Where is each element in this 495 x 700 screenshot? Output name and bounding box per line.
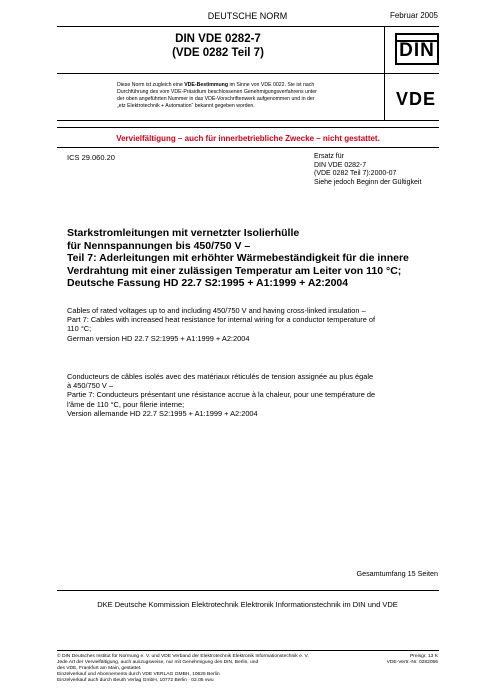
document-id-line2: (VDE 0282 Teil 7) [172, 47, 264, 59]
title-en-line4: German version HD 22.7 S2:1995 + A1:1999 + A2:2004 [67, 333, 250, 343]
title-fr-line4: l'âme de 110 °C, pour filerie interne; [67, 399, 185, 409]
title-de-line3: Teil 7: Aderleitungen mit erhöhter Wärmebeständigkeit für die innere [67, 252, 409, 265]
title-de-line4: Verdrahtung mit einer zulässigen Temperatur am Leiter von 110 °C; [67, 264, 402, 277]
title-fr-line1: Conducteurs de câbles isolés avec des matériaux réticulés de tension assignée au plus égale [67, 372, 374, 381]
vde-note-line4: „etz Elektrotechnik + Automation“ bekannt gegeben worden. [117, 103, 255, 109]
vde-note-line3: der oben angeführten Nummer in das VDE-Vorschriftenwerk aufgenommen und in der [117, 96, 315, 102]
vde-note-line1-post: im Sinne von VDE 0022. Sie ist nach [228, 82, 315, 88]
din-logo-text: DIN [399, 40, 435, 61]
footer-line5: Einzelverkauf auch durch Beuth Verlag GmbH, 10772 Berlin · 02.05 vwu [57, 678, 214, 683]
norm-label: DEUTSCHE NORM [207, 11, 288, 21]
ersatz-line3: (VDE 0282 Teil 7):2000-07 [314, 170, 397, 178]
title-en-line3: 110 °C; [67, 324, 92, 334]
footer-line4: Einzelverkauf und Abonnements durch VDE VERLAG GMBH, 10625 Berlin [57, 672, 220, 677]
title-en-line1: Cables of rated voltages up to and including 450/750 V and having cross-linked insulation – [67, 306, 366, 315]
copy-warning: Vervielfältigung – auch für innerbetriebliche Zwecke – nicht gestattet. [116, 134, 380, 143]
header-divider-3 [57, 127, 439, 128]
bottom-divider [57, 590, 439, 591]
dke-line: DKE Deutsche Kommission Elektrotechnik Elektronik Informationstechnik im DIN und VDE [97, 600, 398, 609]
footer-line1: © DIN Deutsches Institut für Normung e. V. und VDE Verband der Elektrotechnik Elektronik Informationstechnik e. V. [57, 654, 309, 659]
vde-logo: VDE [396, 89, 437, 109]
total-pages: Gesamtumfang 15 Seiten [356, 569, 438, 578]
ersatz-line2: DIN VDE 0282-7 [314, 161, 367, 169]
top-divider [57, 26, 439, 27]
header-divider-1 [57, 73, 439, 74]
price-group: Preisgr. 13 K [410, 654, 438, 659]
body-divider [57, 147, 439, 148]
vde-note-bold: VDE-Bestimmung [184, 82, 228, 88]
title-fr-line5: Version allemande HD 22.7 S2:1995 + A1:1999 + A2:2004 [67, 408, 258, 418]
title-de-line5: Deutsche Fassung HD 22.7 S2:1995 + A1:1999 + A2:2004 [67, 277, 349, 290]
header-divider-2 [57, 120, 439, 121]
ics-code: ICS 29.060.20 [67, 153, 115, 162]
title-de-line1: Starkstromleitungen mit vernetzter Isolierhülle [67, 227, 300, 239]
vde-note-line2: Durchführung des vom VDE-Präsidium beschlossenen Genehmigungsverfahrens unter [117, 89, 317, 95]
vde-regulation-note [117, 82, 380, 110]
title-german [67, 227, 447, 290]
title-fr-line2: à 450/750 V – [67, 381, 114, 391]
title-de-line2: für Nennspannungen bis 450/750 V – [67, 239, 251, 252]
footer-copyright [57, 654, 387, 684]
footer-line2: Jede Art der Vervielfältigung, auch auszugsweise, nur mit Genehmigung des DIN, Berlin, und [57, 660, 259, 665]
vertrieb-number: VDE-Vertr.-Nr. 0282056 [386, 660, 438, 665]
title-french [67, 372, 447, 418]
title-en-line2: Part 7: Cables with increased heat resistance for internal wiring for a conductor temperature of [67, 315, 376, 325]
footer-line3: des VDE, Frankfurt am Main, gestattet. [57, 666, 142, 671]
title-fr-line3: Partie 7: Conducteurs présentant une résistance accrue à la chaleur, pour une température de [67, 390, 376, 400]
footer-price-info [386, 654, 438, 666]
vde-note-line1-pre: Diese Norm ist zugleich eine [117, 82, 185, 88]
ersatz-line4: Siehe jedoch Beginn der Gültigkeit [314, 179, 422, 187]
publication-date: Februar 2005 [389, 11, 438, 20]
document-id-line1: DIN VDE 0282-7 [175, 33, 261, 45]
replacement-info [314, 153, 421, 188]
ersatz-line1: Ersatz für [314, 153, 344, 160]
title-english [67, 306, 447, 343]
din-logo [395, 33, 439, 65]
document-id [57, 32, 379, 60]
footer-divider [57, 650, 439, 651]
